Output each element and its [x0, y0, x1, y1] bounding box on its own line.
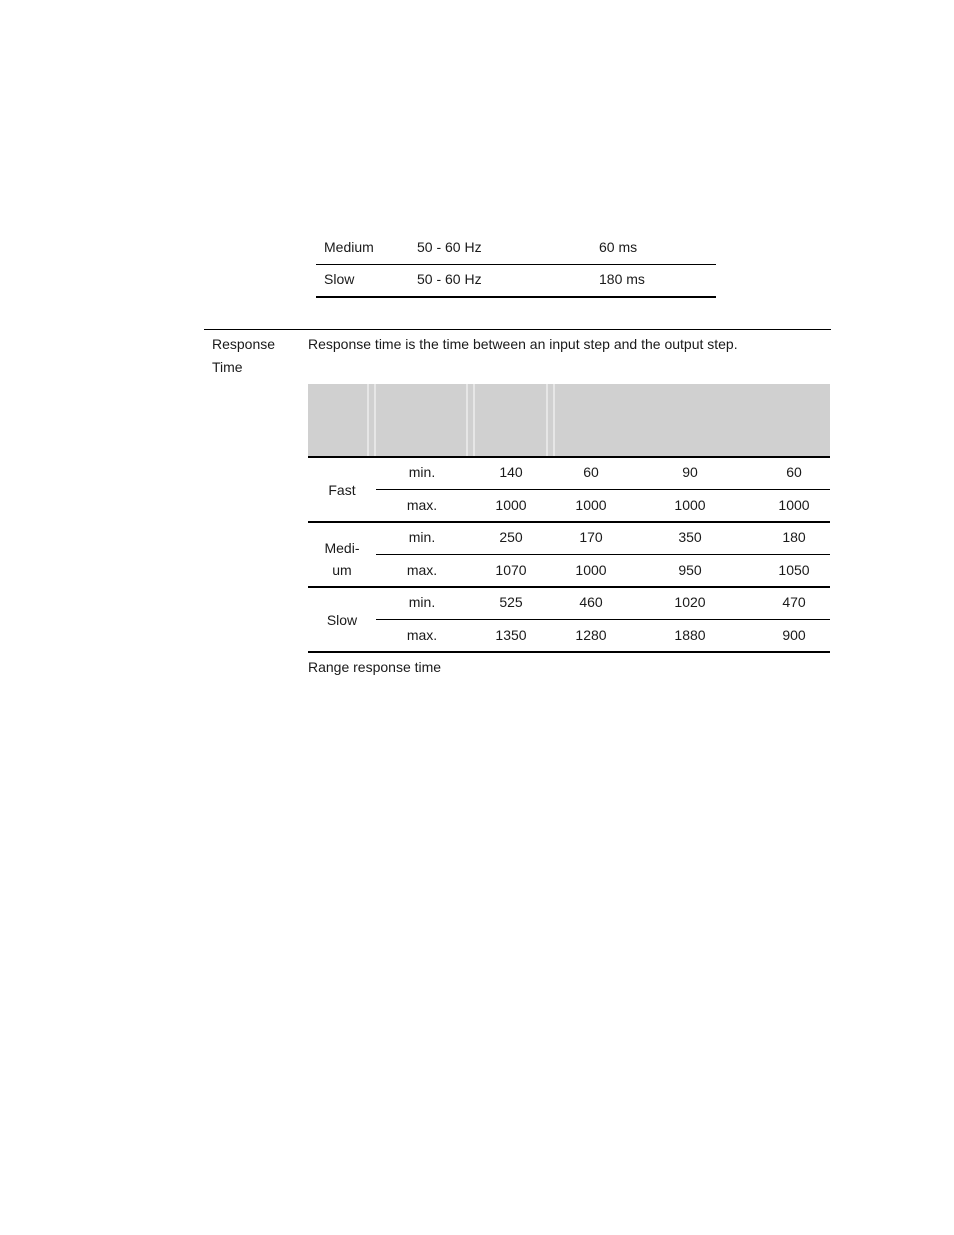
group-divider	[308, 651, 830, 653]
row-divider	[376, 489, 830, 490]
section-divider	[204, 329, 831, 330]
header-column-separator	[553, 384, 555, 456]
row-kind: min.	[408, 594, 436, 610]
value-cell: 1000	[495, 496, 527, 513]
header-column-separator	[546, 384, 548, 456]
value-cell: 90	[682, 464, 698, 480]
value-cell: 1020	[674, 594, 706, 610]
filter-name: Slow	[324, 271, 355, 287]
row-kind: max.	[406, 496, 438, 513]
value-cell: 1000	[575, 561, 607, 578]
row-divider	[376, 619, 830, 620]
filter-frequency: 50 - 60 Hz	[417, 239, 482, 255]
value-cell: 1350	[495, 626, 527, 643]
row-divider	[376, 554, 830, 555]
section-description: Response time is the time between an input step and the output step.	[308, 336, 738, 352]
header-column-separator	[367, 384, 369, 456]
table-header-rule	[308, 456, 830, 458]
filter-name: Medium	[324, 239, 374, 255]
table-bottom-rule	[316, 296, 716, 298]
value-cell: 1880	[674, 626, 706, 643]
value-cell: 170	[579, 529, 603, 545]
value-cell: 470	[782, 594, 806, 610]
value-cell: 1050	[778, 561, 810, 578]
group-divider	[308, 521, 830, 523]
header-column-separator	[466, 384, 468, 456]
row-kind: max.	[406, 626, 438, 643]
value-cell: 900	[782, 626, 806, 643]
value-cell: 60	[583, 464, 599, 480]
section-label-line1: Response	[212, 336, 276, 352]
value-cell: 950	[678, 561, 702, 578]
value-cell: 180	[782, 529, 806, 545]
filter-time: 180 ms	[599, 271, 645, 287]
header-column-separator	[473, 384, 475, 456]
value-cell: 525	[499, 594, 523, 610]
group-divider	[308, 586, 830, 588]
group-name: Medi-	[324, 540, 360, 556]
section-label	[212, 333, 292, 379]
value-cell: 1280	[575, 626, 607, 643]
row-kind: max.	[406, 561, 438, 578]
filter-row-slow	[316, 263, 716, 295]
table-caption: Range response time	[308, 659, 442, 675]
header-column-separator	[374, 384, 376, 456]
filter-row-medium	[316, 231, 716, 263]
table-header	[308, 384, 830, 456]
section-label-line2: Time	[212, 359, 243, 375]
filter-time: 60 ms	[599, 239, 638, 255]
value-cell: 460	[579, 594, 603, 610]
value-cell: 1070	[495, 561, 527, 578]
row-kind: min.	[408, 464, 436, 480]
value-cell: 350	[678, 529, 702, 545]
group-name: Fast	[328, 481, 356, 498]
group-name-continued: um	[332, 562, 352, 578]
value-cell: 1000	[674, 496, 706, 513]
value-cell: 140	[499, 464, 523, 480]
filter-frequency: 50 - 60 Hz	[417, 271, 482, 287]
value-cell: 60	[786, 464, 802, 480]
value-cell: 250	[499, 529, 523, 545]
row-kind: min.	[408, 529, 436, 545]
value-cell: 1000	[778, 496, 810, 513]
value-cell: 1000	[575, 496, 607, 513]
group-name: Slow	[326, 611, 358, 628]
